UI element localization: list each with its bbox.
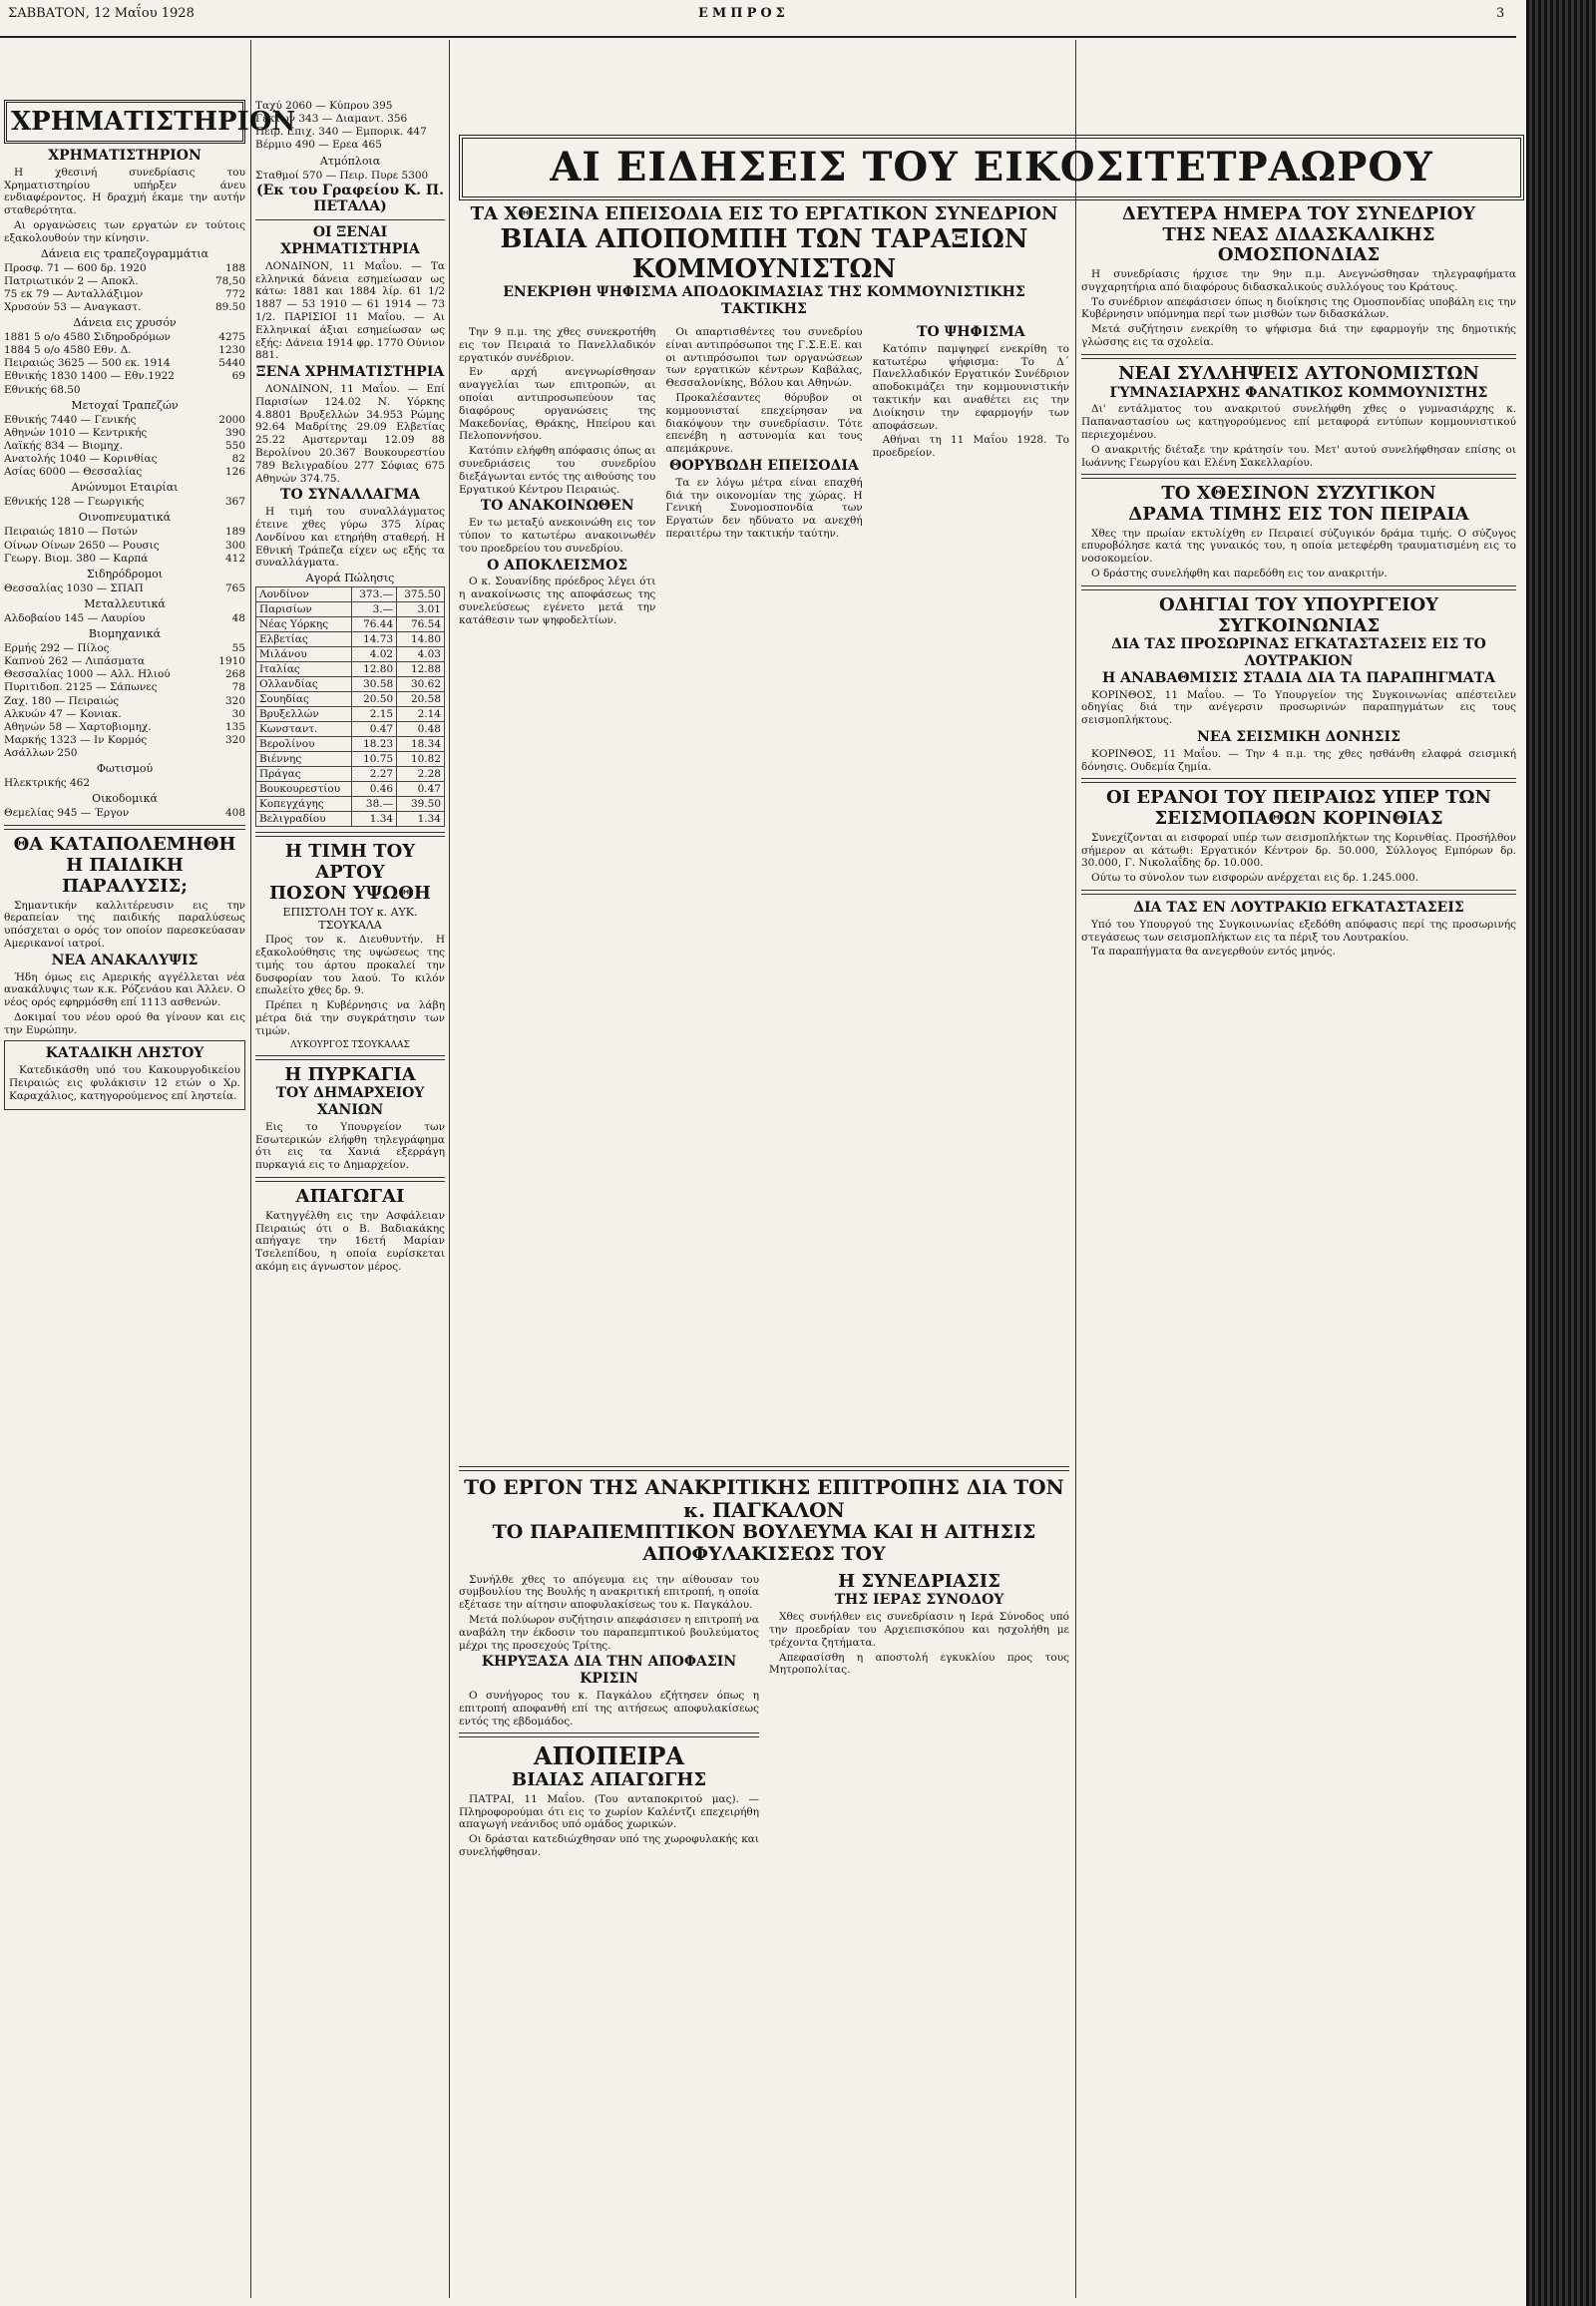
rate-sell: 0.48: [397, 722, 445, 737]
rate-row: [256, 587, 445, 602]
rate-buy: 38.—: [352, 797, 397, 812]
synod-headline-2: ΤΗΣ ΙΕΡΑΣ ΣΥΝΟΔΟΥ: [834, 1592, 1004, 1609]
main-headline: ΤΑ ΧΘΕΣΙΝΑ ΕΠΕΙΣΟΔΙΑ ΕΙΣ ΤΟ ΕΡΓΑΤΙΚΟΝ ΣΥΝΕΔΡΙΟΝ: [470, 203, 1058, 224]
rate-sell: 39.50: [397, 797, 445, 812]
finance-line: Ερμής 292 — Πίλος 55: [4, 642, 245, 655]
story-column: [459, 324, 655, 629]
finance-line: Θεσσαλίας 1030 — ΣΠΑΠ 765: [4, 581, 245, 594]
synod-headline: Η ΣΥΝΕΔΡΙΑΣΙΣ: [838, 1570, 1000, 1592]
divider: [1081, 778, 1516, 783]
inquiry-subhead: ΚΗΡΥΞΑΣΑ ΔΙΑ ΤΗΝ ΑΠΟΦΑΣΙΝ ΚΡΙΣΙΝ: [481, 1654, 737, 1688]
issue-date: ΣΑΒΒΑΤΟΝ, 12 Μαΐου 1928: [8, 6, 195, 21]
finance-line: Θεσσαλίας 1000 — Αλλ. Ηλιού 268: [4, 668, 245, 681]
finance-line: Αθηνών 1010 — Κεντρικής 390: [4, 426, 245, 439]
finance-line: Ανατολής 1040 — Κορινθίας 82: [4, 453, 245, 466]
polio-headline-2: Η ΠΑΙΔΙΚΗ ΠΑΡΑΛΥΣΙΣ;: [62, 855, 188, 897]
rate-currency: Ελβετίας: [256, 632, 352, 647]
rate-row: [256, 782, 445, 797]
inquiry-story: [459, 1461, 1069, 2299]
story-column: [873, 324, 1069, 629]
main-story: [459, 204, 1069, 1451]
finance-text: Αι οργανώσεις των εργατών εν τούτοις εξακολουθούν την κίνησιν.: [4, 218, 245, 244]
bread-signature: ΛΥΚΟΥΡΓΟΣ ΤΣΟΥΚΑΛΑΣ: [290, 1039, 410, 1050]
trade-text: Η τιμή του συναλλάγματος έτεινε χθες γύρω 375 λίρας Λονδίνου και ετηρήθη σταθερή. Η Εθνική Τράπεζα είχεν ως εξής τα συναλλάγματα.: [255, 506, 445, 570]
robber-text: Κατεδικάσθη υπό του Κακουργοδικείου Πειραιώς εις φυλάκισιν 12 ετών ο Χρ. Καραχάλιος, κατηγορούμενος επί ληστεία.: [9, 1064, 240, 1102]
main-subhead: Ο ΑΠΟΚΛΕΙΣΜΟΣ: [487, 557, 628, 574]
quake-subhead: ΝΕΑ ΣΕΙΣΜΙΚΗ ΔΟΝΗΣΙΣ: [1197, 729, 1400, 746]
finance-line: Αλκυών 47 — Κονιακ. 30: [4, 707, 245, 720]
rate-row: [256, 617, 445, 632]
rate-buy: 10.75: [352, 752, 397, 767]
finance-subhead: Μεταλλευτικά: [84, 596, 166, 610]
foreign-text: ΛΟΝΔΙΝΟΝ, 11 Μαΐου. — Τα ελληνικά δάνεια εσημείωσαν ως κάτω: 1881 και 1884 λίρ. 61 1/2 1887 — 53 1910 — 61 1914 — 73 1/2. ΠΑΡΙΣΙΟΙ 11 Μαΐου. — Αι Ελληνικαί άξιαι εσημείωσαν ως εξής: Δάνεια 1914 φρ. 1770 Ούνιον 881.: [255, 259, 445, 362]
synod-text: Χθες συνήλθεν εις συνεδρίασιν η Ιερά Σύνοδος υπό την προεδρίαν του Αρχιεπισκόπου και ησχολήθη με τρέχοντα ζητήματα.: [769, 1611, 1069, 1649]
finance-line: Πειραιώς 3625 — 500 εκ. 1914 5440: [4, 357, 245, 370]
main-headline-3: ΕΝΕΚΡΙΘΗ ΨΗΦΙΣΜΑ ΑΠΟΔΟΚΙΜΑΣΙΑΣ ΤΗΣ ΚΟΜΜΟΥΝΙΣΤΙΚΗΣ ΤΑΚΤΙΚΗΣ: [503, 284, 1025, 318]
finance-line: Εθνικής 68.50: [4, 383, 81, 396]
rate-currency: Σουηδίας: [256, 692, 352, 707]
teachers-headline-2: ΤΗΣ ΝΕΑΣ ΔΙΔΑΣΚΑΛΙΚΗΣ ΟΜΟΣΠΟΝΔΙΑΣ: [1162, 223, 1435, 266]
main-headline-2: ΒΙΑΙΑ ΑΠΟΠΟΜΠΗ ΤΩΝ ΤΑΡΑΞΙΩΝ ΚΟΜΜΟΥΝΙΣΤΩΝ: [500, 223, 1028, 284]
rate-currency: Βιέννης: [256, 752, 352, 767]
divider: [459, 1732, 759, 1737]
rate-sell: 10.82: [397, 752, 445, 767]
rate-buy: 2.27: [352, 767, 397, 782]
rate-currency: Πράγας: [256, 767, 352, 782]
rate-row: [256, 677, 445, 692]
rate-row: [256, 602, 445, 617]
finance-subhead: Οικοδομικά: [92, 792, 158, 806]
main-subhead: ΘΟΡΥΒΩΔΗ ΕΠΕΙΣΟΔΙΑ: [669, 458, 859, 475]
rate-buy: 20.50: [352, 692, 397, 707]
abduction-text: Κατηγγέλθη εις την Ασφάλειαν Πειραιώς ότι ο Β. Βαδιακάκης απήγαγε την 16ετή Μαρίαν Τσελεπίδου, η οποία ευρίσκεται ακόμη εις άγνωστον μέρος.: [255, 1209, 445, 1273]
finance-line: 1881 5 ο/ο 4580 Σιδηροδρόμων 4275: [4, 331, 245, 344]
rate-row: [256, 812, 445, 827]
finance-subhead: Βιομηχανικά: [88, 627, 162, 641]
synod-text: Απεφασίσθη η αποστολή εγκυκλίου προς τους Μητροπολίτας.: [769, 1651, 1069, 1677]
loutraki-headline: ΔΙΑ ΤΑΣ ΕΝ ΛΟΥΤΡΑΚΙΩ ΕΓΚΑΤΑΣΤΑΣΕΙΣ: [1133, 899, 1464, 916]
drama-headline-2: ΔΡΑΜΑ ΤΙΜΗΣ ΕΙΣ ΤΟΝ ΠΕΙΡΑΙΑ: [1128, 504, 1469, 525]
rate-row: [256, 662, 445, 677]
ministry-headline: ΟΔΗΓΙΑΙ ΤΟΥ ΥΠΟΥΡΓΕΙΟΥ ΣΥΓΚΟΙΝΩΝΙΑΣ: [1158, 593, 1439, 636]
rate-sell: 2.28: [397, 767, 445, 782]
arrests-headline: ΝΕΑΙ ΣΥΛΛΗΨΕΙΣ ΑΥΤΟΝΟΜΙΣΤΩΝ: [1118, 362, 1479, 384]
rate-sell: 2.14: [397, 707, 445, 722]
exchange-title: ΞΕΝΑ ΧΡΗΜΑΤΙΣΤΗΡΙΑ: [255, 364, 445, 381]
main-text: Αθήναι τη 11 Μαΐου 1928. Το προεδρείον.: [872, 434, 1069, 460]
arrests-text: Ο ανακριτής διέταξε την κράτησίν του. Μετ' αυτού συνελήφθησαν επίσης οι Ιωάννης Γεωργίου και Ελένη Σακελλαρίου.: [1081, 443, 1516, 469]
fund-text: Συνεχίζονται αι εισφοραί υπέρ των σεισμοπλήκτων της Κορινθίας. Προσήλθον σήμερον αι κάτωθι: Εργατικόν Κέντρον δρ. 50.000, Σύλλογος Εμπόρων δρ. 30.000, Γ. Νικολαΐδης δρ. 10.000.: [1081, 831, 1516, 870]
rate-currency: Ολλανδίας: [256, 677, 352, 692]
teachers-text: Η συνεδρίασις ήρχισε την 9ην π.μ. Ανεγνώσθησαν τηλεγραφήματα συγχαρητήρια από διαφόρους διδασκαλικούς συλλόγους του Κράτους.: [1081, 268, 1516, 293]
rate-buy: 4.02: [352, 647, 397, 662]
robber-headline: ΚΑΤΑΔΙΚΗ ΛΗΣΤΟΥ: [45, 1045, 204, 1062]
finance-line: Αλδοβαίου 145 — Λαυρίου 48: [4, 611, 245, 624]
fire-text: Εις το Υπουργείον των Εσωτερικών ελήφθη τηλεγράφημα ότι εις τα Χανιά εξερράγη πυρκαγιά εις το Δημαρχείον.: [255, 1120, 445, 1172]
finance-subhead: Σιδηρόδρομοι: [86, 567, 164, 580]
right-column: [1081, 204, 1516, 2299]
rate-row: [256, 752, 445, 767]
divider: [255, 832, 445, 837]
drama-text: Χθες την πρωίαν εκτυλίχθη εν Πειραιεί σύζυγικόν δράμα τιμής. Ο σύζυγος επυροβόλησε κατά της γυναικός του, η οποία μετεφέρθη τραυματισμένη εις το νοσοκομείον.: [1081, 527, 1516, 566]
rate-buy: 0.47: [352, 722, 397, 737]
main-text: Κατόπιν παμψηφεί ενεκρίθη το κατωτέρω ψήφισμα: Το Δ΄ Πανελλαδικόν Εργατικόν Συνέδριον αποδοκιμάζει την κομμουνιστικήν τακτικήν και αναθέτει εις την Διοίκησιν την εφαρμογήν των αποφάσεων.: [872, 342, 1069, 432]
rate-currency: Βελιγραδίου: [256, 812, 352, 827]
ministry-headline-2: ΔΙΑ ΤΑΣ ΠΡΟΣΩΡΙΝΑΣ ΕΓΚΑΤΑΣΤΑΣΕΙΣ ΕΙΣ ΤΟ ΛΟΥΤΡΑΚΙΟΝ: [1111, 636, 1486, 670]
rate-buy: 18.23: [352, 737, 397, 752]
finance-text: Η χθεσινή συνεδρίασις του Χρηματιστηρίου υπήρξεν άνευ ενδιαφέροντος. Η δραχμή έκαμε την αυτήν σταθερότητα.: [4, 166, 245, 217]
polio-headline: ΘΑ ΚΑΤΑΠΟΛΕΜΗΘΗ: [13, 834, 236, 856]
shipping-note: (Εκ του Γραφείου Κ. Π. ΠΕΤΑΛΑ): [256, 182, 444, 215]
arrests-text: Δι' εντάλματος του ανακριτού συνελήφθη χθες ο γυμνασιάρχης κ. Παπαναστασίου ως κατηγορούμενος επί μεταφορά εντύπων κομμουνιστικού περιεχομένου.: [1081, 403, 1516, 441]
rate-row: [256, 647, 445, 662]
exchange-text: ΛΟΝΔΙΝΟΝ, 11 Μαΐου. — Επί Παρισίων 124.02 Ν. Υόρκης 4.8801 Βρυξελλών 34.953 Ρώμης 92.64 Μαδρίτης 29.09 Ελβετίας 25.22 Αμστερνταμ 12.09 88 Βερολίνου 20.367 Βουκουρεστίου 789 Βελιγραδίου 277 Σόφιας 675 Αθηνών 374.75.: [255, 382, 445, 485]
rate-buy: 0.46: [352, 782, 397, 797]
foreign-title: ΟΙ ΞΕΝΑΙ ΧΡΗΜΑΤΙΣΤΗΡΙΑ: [280, 224, 420, 258]
rate-sell: 14.80: [397, 632, 445, 647]
finance-line: Καπνού 262 — Λιπάσματα 1910: [4, 655, 245, 668]
inquiry-headline: ΤΟ ΕΡΓΟΝ ΤΗΣ ΑΝΑΚΡΙΤΙΚΗΣ ΕΠΙΤΡΟΠΗΣ ΔΙΑ ΤΟΝ κ. ΠΑΓΚΑΛΟΝ: [464, 1475, 1064, 1522]
bread-text: Προς τον κ. Διευθυντήν. Η εξακολούθησις της υψώσεως της τιμής του άρτου προκαλεί την δυσφορίαν του λαού. Το κιλόν επωλείτο χθες δρ. 9.: [255, 934, 445, 997]
robber-box: [4, 1040, 245, 1109]
rate-row: [256, 722, 445, 737]
finance-line: Μαρκής 1323 — Ιν Κορμός 320: [4, 733, 245, 746]
divider: [1081, 474, 1516, 479]
teachers-headline: ΔΕΥΤΕΡΑ ΗΜΕΡΑ ΤΟΥ ΣΥΝΕΔΡΙΟΥ: [1121, 203, 1476, 224]
finance-subhead: Οινοπνευματικά: [78, 511, 172, 525]
finance-line: 75 εκ 79 — Ανταλλάξιμον 772: [4, 287, 245, 300]
rate-currency: Νέας Υόρκης: [256, 617, 352, 632]
finance-line: 1884 5 ο/ο 4580 Εθν. Δ. 1230: [4, 344, 245, 357]
market-line: Ταχύ 2060 — Κύπρου 395: [255, 100, 393, 112]
rate-sell: 3.01: [397, 602, 445, 617]
rate-row: [256, 797, 445, 812]
rate-buy: 76.44: [352, 617, 397, 632]
inquiry-text: Μετά πολύωρον συζήτησιν απεφάσισεν η επιτροπή να αναβάλη την έκδοσιν του παραπεμπτικού βουλεύματος μέχρι της προσεχούς Τρίτης.: [459, 1614, 759, 1652]
banner-title: ΑΙ ΕΙΔΗΣΕΙΣ ΤΟΥ ΕΙΚΟΣΙΤΕΤΡΑΩΡΟΥ: [550, 144, 1433, 191]
main-subhead: ΤΟ ΨΗΦΙΣΜΑ: [917, 324, 1025, 341]
main-story-columns: [459, 324, 1069, 629]
finance-line: Θεμελίας 945 — Έργον 408: [4, 807, 245, 820]
kidnap-headline: ΑΠΟΠΕΙΡΑ: [533, 1741, 685, 1771]
shipping-title: Ατμόπλοια: [319, 154, 381, 168]
main-text: Εν τω μεταξύ ανεκοινώθη εις τον τύπον το κατωτέρω ανακοινωθέν του προεδρείου του συνεδρίου.: [459, 517, 656, 555]
rate-sell: 20.58: [397, 692, 445, 707]
finance-subtitle: ΧΡΗΜΑΤΙΣΤΗΡΙΟΝ: [48, 148, 201, 164]
finance-line: Αθηνών 58 — Χαρτοβιομηχ. 135: [4, 720, 245, 733]
main-text: Προκαλέσαντες θόρυβον οι κομμουνισταί επεχείρησαν να διακόψουν την συνεδρίασιν. Τότε επενέβη η αστυνομία και τους απεμάκρυνε.: [665, 392, 863, 456]
teachers-text: Το συνέδριον απεφάσισεν όπως η διοίκησις της Ομοσπονδίας υποβάλη εις την Κυβέρνησιν υπόμνημα περί των μισθών των διδασκάλων.: [1081, 295, 1516, 321]
rate-row: [256, 707, 445, 722]
fire-headline-2: ΤΟΥ ΔΗΜΑΡΧΕΙΟΥ ΧΑΝΙΩΝ: [275, 1085, 425, 1119]
finance-subhead: Φωτισμού: [96, 762, 154, 776]
rate-sell: 375.50: [397, 587, 445, 602]
divider: [459, 1466, 1069, 1471]
rate-buy: 12.80: [352, 662, 397, 677]
drama-headline: ΤΟ ΧΘΕΣΙΝΟΝ ΣΥΖΥΓΙΚΟΝ: [1161, 483, 1436, 505]
inquiry-columns: [459, 1572, 1069, 1861]
fire-headline: Η ΠΥΡΚΑΓΙΑ: [284, 1063, 416, 1085]
finance-line: Προσφ. 71 — 600 δρ. 1920 188: [4, 261, 245, 274]
finance-line: Εθνικής 128 — Γεωργικής 367: [4, 496, 245, 509]
market-line: Βέρμιο 490 — Ερεα 465: [255, 139, 382, 152]
finance-line: Οίνων Οίνων 2650 — Ρουσις 300: [4, 539, 245, 552]
masthead: [0, 0, 1516, 38]
rate-sell: 18.34: [397, 737, 445, 752]
inquiry-text: Συνήλθε χθες το απόγευμα εις την αίθουσαν του συμβουλίου της Βουλής η ανακριτική επιτροπή, η οποία εξέτασε την αίτησιν αποφυλακίσεως του κ. Παγκάλου.: [459, 1573, 759, 1612]
kidnap-headline-2: ΒΙΑΙΑΣ ΑΠΑΓΩΓΗΣ: [511, 1769, 707, 1791]
rate-buy: 14.73: [352, 632, 397, 647]
loutraki-text: Τα παραπήγματα θα ανεγερθούν εντός μηνός.: [1091, 946, 1336, 959]
rate-currency: Λονδίνον: [256, 587, 352, 602]
polio-text: Δοκιμαί του νέου ορού θα γίνουν και εις την Ευρώπην.: [4, 1010, 245, 1036]
divider: [255, 219, 445, 220]
rate-currency: Ιταλίας: [256, 662, 352, 677]
main-text: Ο κ. Σουανίδης πρόεδρος λέγει ότι η ανακοίνωσις της αποφάσεως της συνελεύσεως εγένετο μετά την κατάθεσιν των ψηφοδελτίων.: [459, 576, 656, 626]
rate-currency: Κοπεγχάγης: [256, 797, 352, 812]
exchange-rates-table: [255, 586, 445, 827]
column-rule: [250, 40, 251, 2298]
rate-sell: 4.03: [397, 647, 445, 662]
rate-sell: 1.34: [397, 812, 445, 827]
bread-headline-2: ΠΟΣΟΝ ΥΨΩΘΗ: [269, 882, 431, 904]
news-banner: [459, 135, 1524, 200]
kidnap-text: Οι δράσται κατεδιώχθησαν υπό της χωροφυλακής και συνελήφθησαν.: [459, 1833, 759, 1858]
trade-title: ΤΟ ΣΥΝΑΛΛΑΓΜΑ: [280, 487, 420, 504]
market-line: Γέκτων 343 — Διαμαντ. 356: [255, 113, 408, 126]
rate-buy: 1.34: [352, 812, 397, 827]
fund-headline: ΟΙ ΕΡΑΝΟΙ ΤΟΥ ΠΕΙΡΑΙΩΣ ΥΠΕΡ ΤΩΝ ΣΕΙΣΜΟΠΑΘΩΝ ΚΟΡΙΝΘΙΑΣ: [1106, 787, 1491, 830]
finance-line: Ηλεκτρικής 462: [4, 777, 91, 790]
column-rule: [1075, 40, 1076, 2298]
divider: [255, 1177, 445, 1182]
divider: [1081, 890, 1516, 895]
divider: [1081, 354, 1516, 359]
finance-subhead: Ανώνυμοι Εταιρίαι: [71, 481, 179, 495]
story-column: [459, 1572, 759, 1861]
story-column: [665, 324, 862, 629]
rate-row: [256, 767, 445, 782]
finance-subhead: Μετοχαί Τραπεζών: [71, 398, 179, 412]
rate-currency: Μιλάνου: [256, 647, 352, 662]
rate-currency: Βουκουρεστίου: [256, 782, 352, 797]
rate-row: [256, 632, 445, 647]
rate-currency: Βερολίνου: [256, 737, 352, 752]
rate-currency: Παρισίων: [256, 602, 352, 617]
inquiry-text: Ο συνήγορος του κ. Παγκάλου εζήτησεν όπως η επιτροπή αποφανθή επί της αιτήσεως αποφυλακίσεως εντός της εβδομάδος.: [459, 1690, 759, 1728]
market-line: Πειρ. Επιχ. 340 — Εμπορικ. 447: [255, 126, 427, 139]
rate-currency: Κωνσταντ.: [256, 722, 352, 737]
polio-text: Σημαντικήν καλλιτέρευσιν εις την θεραπείαν της παιδικής παραλύσεως υπόσχεται ο ορός τον οποίον παρεσκεύασαν Αμερικανοί ιατροί.: [4, 899, 245, 950]
scanned-page-edge: [1526, 0, 1596, 2306]
page-number: 3: [1496, 6, 1505, 21]
rate-sell: 0.47: [397, 782, 445, 797]
rate-currency: Βρυξελλών: [256, 707, 352, 722]
main-text: Οι απαρτισθέντες του συνεδρίου είναι αντιπρόσωποι της Γ.Σ.Ε.Ε. και οι αντιπρόσωποι των οργανώσεων των εργατικών κέντρων Καβάλας, Θεσσαλονίκης, Βόλου και Αθηνών.: [665, 326, 863, 390]
divider: [255, 1055, 445, 1060]
finance-line: Χρυσούν 53 — Αναγκαστ. 89.50: [4, 300, 245, 313]
bread-headline: Η ΤΙΜΗ ΤΟΥ ΑΡΤΟΥ: [284, 841, 416, 883]
shipping-line: Σταθμοί 570 — Πειρ. Πυρε 5300: [255, 169, 429, 182]
finance-line: Εθνικής 1830 1400 — Εθν.1922 69: [4, 370, 245, 383]
rate-sell: 12.88: [397, 662, 445, 677]
finance-subhead: Δάνεια εις τραπεζογραμμάτια: [40, 246, 209, 260]
ministry-headline-3: Η ΑΝΑΒΑΘΜΙΣΙΣ ΣΤΑΔΙΑ ΔΙΑ ΤΑ ΠΑΡΑΠΗΓΜΑΤΑ: [1102, 669, 1495, 686]
inquiry-headline-2: ΤΟ ΠΑΡΑΠΕΜΠΤΙΚΟΝ ΒΟΥΛΕΥΜΑ ΚΑΙ Η ΑΙΤΗΣΙΣ ΑΠΟΦΥΛΑΚΙΣΕΩΣ ΤΟΥ: [492, 1521, 1036, 1565]
loutraki-text: Υπό του Υπουργού της Συγκοινωνίας εξεδόθη απόφασις περί της προσωρινής στεγάσεως των σεισμοπλήκτων εις τα πέριξ του Λουτρακίου.: [1081, 918, 1516, 944]
story-column: [769, 1572, 1069, 1861]
rate-buy: 2.15: [352, 707, 397, 722]
abduction-headline: ΑΠΑΓΩΓΑΙ: [295, 1186, 405, 1208]
divider: [1081, 585, 1516, 590]
rate-sell: 76.54: [397, 617, 445, 632]
ministry-text: ΚΟΡΙΝΘΟΣ, 11 Μαΐου. — Το Υπουργείον της Συγκοινωνίας απέστειλεν οδηγίας διά την ανέγερσιν προσωρινών παραπηγμάτων εις τους σεισμοπλήκτους.: [1081, 688, 1516, 727]
finance-line: Πυριτιδοπ. 2125 — Σάπωνες 78: [4, 681, 245, 694]
finance-title: ΧΡΗΜΑΤΙΣΤΗΡΙΟΝ: [4, 100, 245, 144]
main-text: Την 9 π.μ. της χθες συνεκροτήθη εις τον Πειραιά το Πανελλαδικόν εργατικόν συνέδριον.: [459, 326, 656, 364]
drama-text: Ο δράστης συνελήφθη και παρεδόθη εις τον ανακριτήν.: [1091, 568, 1388, 580]
finance-line: Γεωργ. Βιομ. 380 — Καρπά 412: [4, 552, 245, 565]
finance-line: Εθνικής 7440 — Γενικής 2000: [4, 413, 245, 426]
rate-row: [256, 692, 445, 707]
finance-line: Λαϊκής 834 — Βιομηχ. 550: [4, 439, 245, 452]
quake-text: ΚΟΡΙΝΘΟΣ, 11 Μαΐου. — Την 4 π.μ. της χθες ησθάνθη ελαφρά σεισμική δόνησις. Ουδεμία ζημία.: [1081, 747, 1516, 773]
finance-line: Ασάλλων 250: [4, 747, 78, 760]
column-rule: [449, 40, 450, 2298]
finance-line: Πειραιώς 1810 — Ποτών 189: [4, 526, 245, 539]
rate-buy: 3.—: [352, 602, 397, 617]
teachers-text: Μετά συζήτησιν ενεκρίθη το ψήφισμα διά την εφαρμογήν της δημοτικής γλώσσης εις τα σχολεία.: [1081, 323, 1516, 349]
main-text: Τα εν λόγω μέτρα είναι επαχθή διά την οικονομίαν της χώρας. Η Γενική Συνομοσπονδία των Εργατών δεν ηδύνατο να ανεχθή περαιτέρω την τακτικήν ταύτην.: [665, 476, 863, 541]
main-text: Κατόπιν ελήφθη απόφασις όπως αι συνεδριάσεις του συνεδρίου διεξάγωνται εντός της αιθούσης του Εργατικού Κέντρου Πειραιώς.: [459, 445, 656, 496]
main-subhead: ΤΟ ΑΝΑΚΟΙΝΩΘΕΝ: [480, 498, 634, 515]
rate-buy: 30.58: [352, 677, 397, 692]
finance-subhead: Δάνεια εις χρυσόν: [73, 316, 177, 330]
kidnap-text: ΠΑΤΡΑΙ, 11 Μαΐου. (Του ανταποκριτού μας). — Πληροφορούμαι ότι εις το χωρίον Καλέντζι επεχειρήθη απαγωγή νεάνιδος υπό ομάδος χωρικών.: [459, 1792, 759, 1831]
markets-column: [255, 100, 445, 1975]
arrests-subhead: ΓΥΜΝΑΣΙΑΡΧΗΣ ΦΑΝΑΤΙΚΟΣ ΚΟΜΜΟΥΝΙΣΤΗΣ: [1109, 384, 1488, 401]
finance-line: Ζαχ. 180 — Πειραιώς 320: [4, 694, 245, 707]
bread-kicker: ΕΠΙΣΤΟΛΗ ΤΟΥ κ. ΑΥΚ. ΤΣΟΥΚΑΛΑ: [282, 906, 418, 933]
bread-text: Πρέπει η Κυβέρνησις να λάβη μέτρα διά την συγκράτησιν των τιμών.: [255, 999, 445, 1037]
polio-subhead: ΝΕΑ ΑΝΑΚΑΛΥΨΙΣ: [51, 952, 199, 968]
divider: [4, 825, 245, 830]
finance-line: Πατριωτικόν 2 — Αποκλ. 78,50: [4, 274, 245, 287]
polio-text: Ήδη όμως εις Αμερικής αγγέλλεται νέα ανακάλυψις των κ.κ. Ρόζενάου και Άλλεν. Ο νέος ορός εφηρμόσθη επί 1113 ασθενών.: [4, 970, 245, 1009]
main-text: Εν αρχή ανεγνωρίσθησαν αναγγελίαι των επιτροπών, αι οποίαι αντιπροσωπεύουν τας διαφόρους οργανώσεις της Μακεδονίας, Θράκης, Ηπείρου και Πελοποννήσου.: [459, 366, 656, 443]
newspaper-name: ΕΜΠΡΟΣ: [698, 6, 789, 21]
fund-text: Ούτω το σύνολον των εισφορών ανέρχεται εις δρ. 1.245.000.: [1091, 872, 1419, 885]
rate-sell: 30.62: [397, 677, 445, 692]
rate-buy: 373.—: [352, 587, 397, 602]
finance-line: Ασίας 6000 — Θεσσαλίας 126: [4, 466, 245, 479]
rates-heading: Αγορά Πώλησις: [305, 572, 395, 585]
rate-row: [256, 737, 445, 752]
